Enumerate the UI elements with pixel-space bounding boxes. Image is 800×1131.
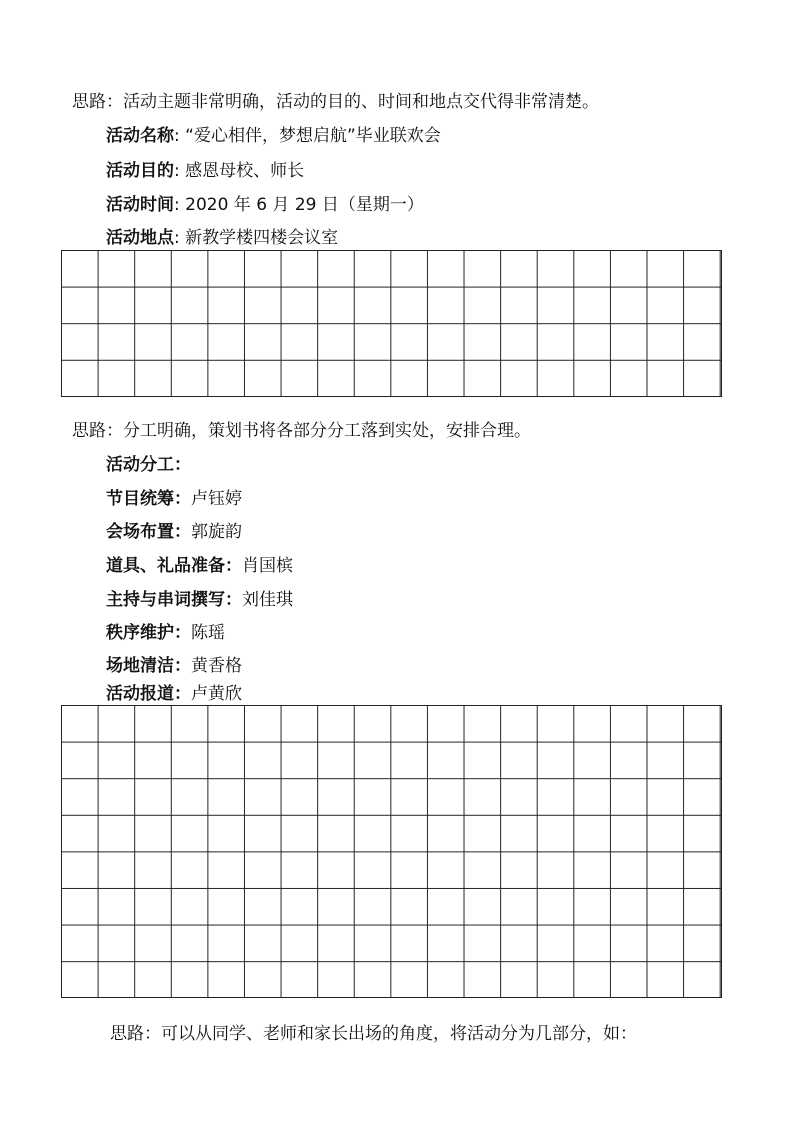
field-label: 场地清洁 [106,656,174,676]
field-label: 会场布置 [106,522,174,542]
field-label: 活动报道 [106,684,174,704]
colon: ： [174,489,191,509]
field-label: 活动目的 [106,161,174,181]
info-row-activity-place [106,227,338,249]
info-row-activity-name [106,125,441,147]
field-value: 卢钰婷 [191,489,242,509]
field-value: 刘佳琪 [242,590,293,610]
colon: ： [225,556,242,576]
field-value: 卢黄欣 [191,684,242,704]
colon: ： [174,455,191,475]
field-value: 2020 年 6 月 29 日（星期一） [179,195,424,215]
colon: ： [174,522,191,542]
field-label: 主持与串词撰写 [106,590,225,610]
colon: ： [174,623,191,643]
info-row-order [106,622,225,644]
writing-grid-2[interactable] [61,705,722,998]
info-row-report [106,683,242,705]
info-row-cleaning [106,655,242,677]
colon: ： [174,656,191,676]
colon: : [174,228,180,248]
info-row-host [106,589,293,611]
field-value: 黄香格 [191,656,242,676]
writing-grid-1[interactable] [61,250,722,397]
colon: : [174,126,180,146]
field-label: 活动分工 [106,455,174,475]
field-label: 节目统筹 [106,489,174,509]
colon: ： [174,684,191,704]
thought-note-2: 思路：分工明确，策划书将各部分分工落到实处，安排合理。 [72,421,531,441]
field-value: 肖国槟 [242,556,293,576]
colon: : [174,195,180,215]
info-row-activity-purpose [106,160,304,182]
field-value: 感恩母校、师长 [179,161,305,181]
field-label: 道具、礼品准备 [106,556,225,576]
info-row-program [106,488,242,510]
colon: ： [225,590,242,610]
colon: : [174,161,180,181]
field-value: “爱心相伴，梦想启航”毕业联欢会 [179,126,441,146]
thought-note-3: 思路：可以从同学、老师和家长出场的角度，将活动分为几部分，如： [110,1024,637,1044]
field-label: 活动名称 [106,126,174,146]
info-row-activity-time [106,194,424,216]
field-label: 活动地点 [106,228,174,248]
info-row-division-heading [106,454,191,476]
field-label: 活动时间 [106,195,174,215]
field-label: 秩序维护 [106,623,174,643]
thought-note-1: 思路：活动主题非常明确，活动的目的、时间和地点交代得非常清楚。 [72,92,599,112]
info-row-venue-setup [106,521,242,543]
info-row-props [106,555,293,577]
field-value: 郭旋韵 [191,522,242,542]
field-value: 新教学楼四楼会议室 [179,228,339,248]
field-value: 陈瑶 [191,623,225,643]
